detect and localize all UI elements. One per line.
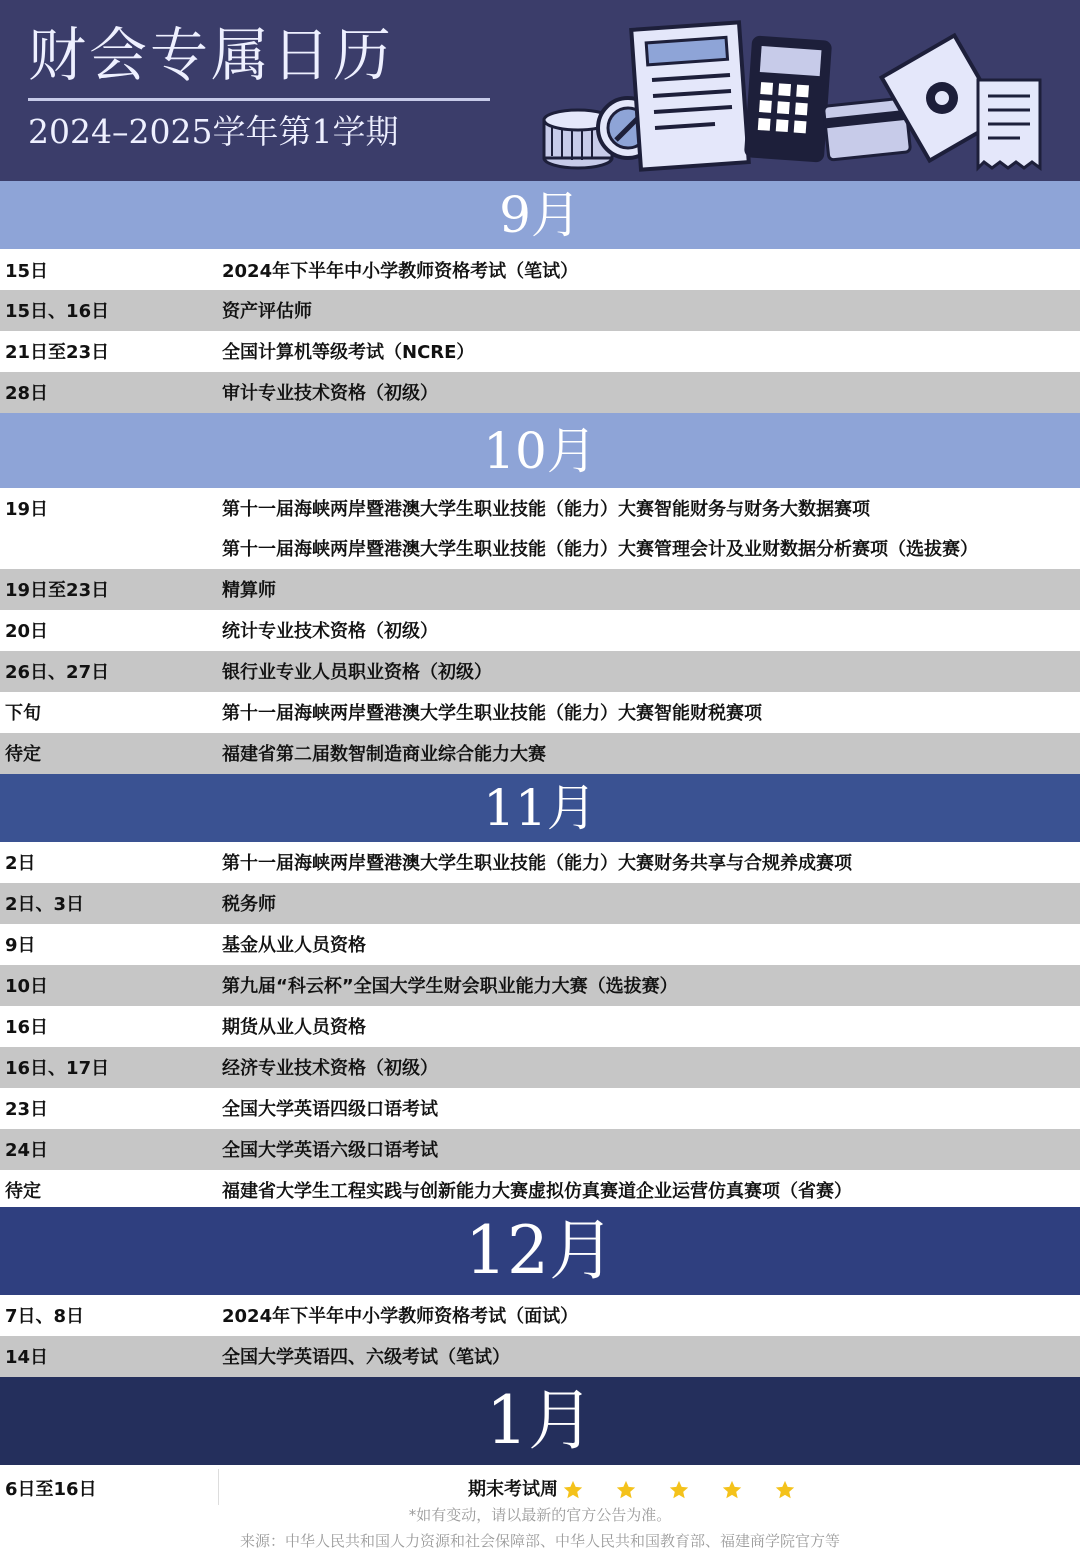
event-name: 第九届“科云杯”全国大学生财会职业能力大赛（选拔赛）: [222, 976, 678, 997]
event-row: [0, 290, 1080, 331]
event-row-final-exam: [0, 1465, 1080, 1507]
header-banner: [0, 0, 1080, 181]
event-name: 统计专业技术资格（初级）: [222, 621, 438, 642]
event-name: 基金从业人员资格: [222, 935, 366, 956]
event-row: [0, 883, 1080, 924]
star-icon: [562, 1479, 584, 1501]
event-name: 期末考试周: [468, 1479, 558, 1500]
event-name: 第十一届海峡两岸暨港澳大学生职业技能（能力）大赛智能财税赛项: [222, 703, 762, 724]
event-date: 2日、3日: [5, 894, 85, 915]
event-date: 2日: [5, 853, 36, 874]
event-date: 15日: [5, 261, 49, 282]
event-row: [0, 1047, 1080, 1088]
event-row: [0, 733, 1080, 774]
event-date: 9日: [5, 935, 36, 956]
source-note: 来源：中华人民共和国人力资源和社会保障部、中华人民共和国教育部、福建商学院官方等: [239, 1532, 840, 1550]
event-date: 28日: [5, 383, 49, 404]
document-icon: [631, 22, 749, 169]
event-date: 20日: [5, 621, 49, 642]
event-name: 全国大学英语六级口语考试: [222, 1140, 438, 1161]
event-date: 下旬: [5, 703, 41, 724]
event-name: 审计专业技术资格（初级）: [222, 383, 438, 404]
star-icon: [615, 1479, 637, 1501]
event-row: [0, 924, 1080, 965]
event-date: 14日: [5, 1347, 49, 1368]
finance-illustration: [540, 20, 1050, 180]
event-row: [0, 965, 1080, 1006]
event-date: 19日: [5, 499, 49, 520]
column-divider: [218, 1469, 219, 1505]
event-row: [0, 1336, 1080, 1377]
event-row: [0, 1170, 1080, 1207]
event-name: 期货从业人员资格: [222, 1017, 366, 1038]
event-date: 23日: [5, 1099, 49, 1120]
event-date: 7日、8日: [5, 1306, 85, 1327]
month-header-november: 11月: [0, 774, 1080, 842]
month-header-january: 1月: [0, 1377, 1080, 1465]
event-name: 经济专业技术资格（初级）: [222, 1058, 438, 1079]
event-name: 资产评估师: [222, 301, 312, 322]
event-name: 第十一届海峡两岸暨港澳大学生职业技能（能力）大赛财务共享与合规养成赛项: [222, 853, 852, 874]
event-date: 24日: [5, 1140, 49, 1161]
event-row: [0, 528, 1080, 569]
calculator-icon: [744, 35, 832, 162]
event-name: 福建省第二届数智制造商业综合能力大赛: [222, 744, 546, 765]
event-name: 全国大学英语四、六级考试（笔试）: [222, 1347, 510, 1368]
month-header-september: 9月: [0, 181, 1080, 249]
event-date: 待定: [5, 744, 41, 765]
event-date: 6日至16日: [5, 1479, 97, 1500]
event-name: 2024年下半年中小学教师资格考试（面试）: [222, 1306, 579, 1327]
event-name: 全国计算机等级考试（NCRE）: [222, 342, 475, 363]
event-date: 16日、17日: [5, 1058, 110, 1079]
month-header-december: 12月: [0, 1207, 1080, 1295]
page-title: 财会专属日历: [28, 21, 395, 89]
event-row: [0, 1295, 1080, 1336]
event-date: 26日、27日: [5, 662, 110, 683]
event-row: [0, 1006, 1080, 1047]
event-name: 福建省大学生工程实践与创新能力大赛虚拟仿真赛道企业运营仿真赛项（省赛）: [222, 1181, 852, 1202]
star-icon: [774, 1479, 796, 1501]
month-header-october: 10月: [0, 413, 1080, 488]
event-date: 16日: [5, 1017, 49, 1038]
event-row: [0, 651, 1080, 692]
event-date: 10日: [5, 976, 49, 997]
change-notice: *如有变动，请以最新的官方公告为准。: [408, 1506, 672, 1524]
event-row: [0, 372, 1080, 413]
event-date: 待定: [5, 1181, 41, 1202]
event-name: 全国大学英语四级口语考试: [222, 1099, 438, 1120]
event-name: 第十一届海峡两岸暨港澳大学生职业技能（能力）大赛管理会计及业财数据分析赛项（选拔赛）: [222, 539, 978, 560]
event-row: [0, 249, 1080, 290]
star-rating: [562, 1479, 827, 1501]
event-date: 19日至23日: [5, 580, 110, 601]
event-name: 税务师: [222, 894, 276, 915]
event-row: [0, 1129, 1080, 1170]
event-name: 第十一届海峡两岸暨港澳大学生职业技能（能力）大赛智能财务与财务大数据赛项: [222, 499, 870, 520]
event-row: [0, 569, 1080, 610]
title-underline: [28, 98, 490, 101]
event-row: [0, 842, 1080, 883]
event-name: 银行业专业人员职业资格（初级）: [222, 662, 492, 683]
event-date: 21日至23日: [5, 342, 110, 363]
star-icon: [721, 1479, 743, 1501]
event-row: [0, 692, 1080, 733]
event-date: 15日、16日: [5, 301, 110, 322]
page-subtitle: 2024–2025学年第1学期: [28, 112, 399, 151]
event-name: 2024年下半年中小学教师资格考试（笔试）: [222, 261, 579, 282]
event-name: 精算师: [222, 580, 276, 601]
star-icon: [668, 1479, 690, 1501]
event-row: [0, 331, 1080, 372]
event-row: [0, 1088, 1080, 1129]
event-row: [0, 488, 1080, 528]
receipt-icon: [978, 80, 1040, 168]
event-row: [0, 610, 1080, 651]
